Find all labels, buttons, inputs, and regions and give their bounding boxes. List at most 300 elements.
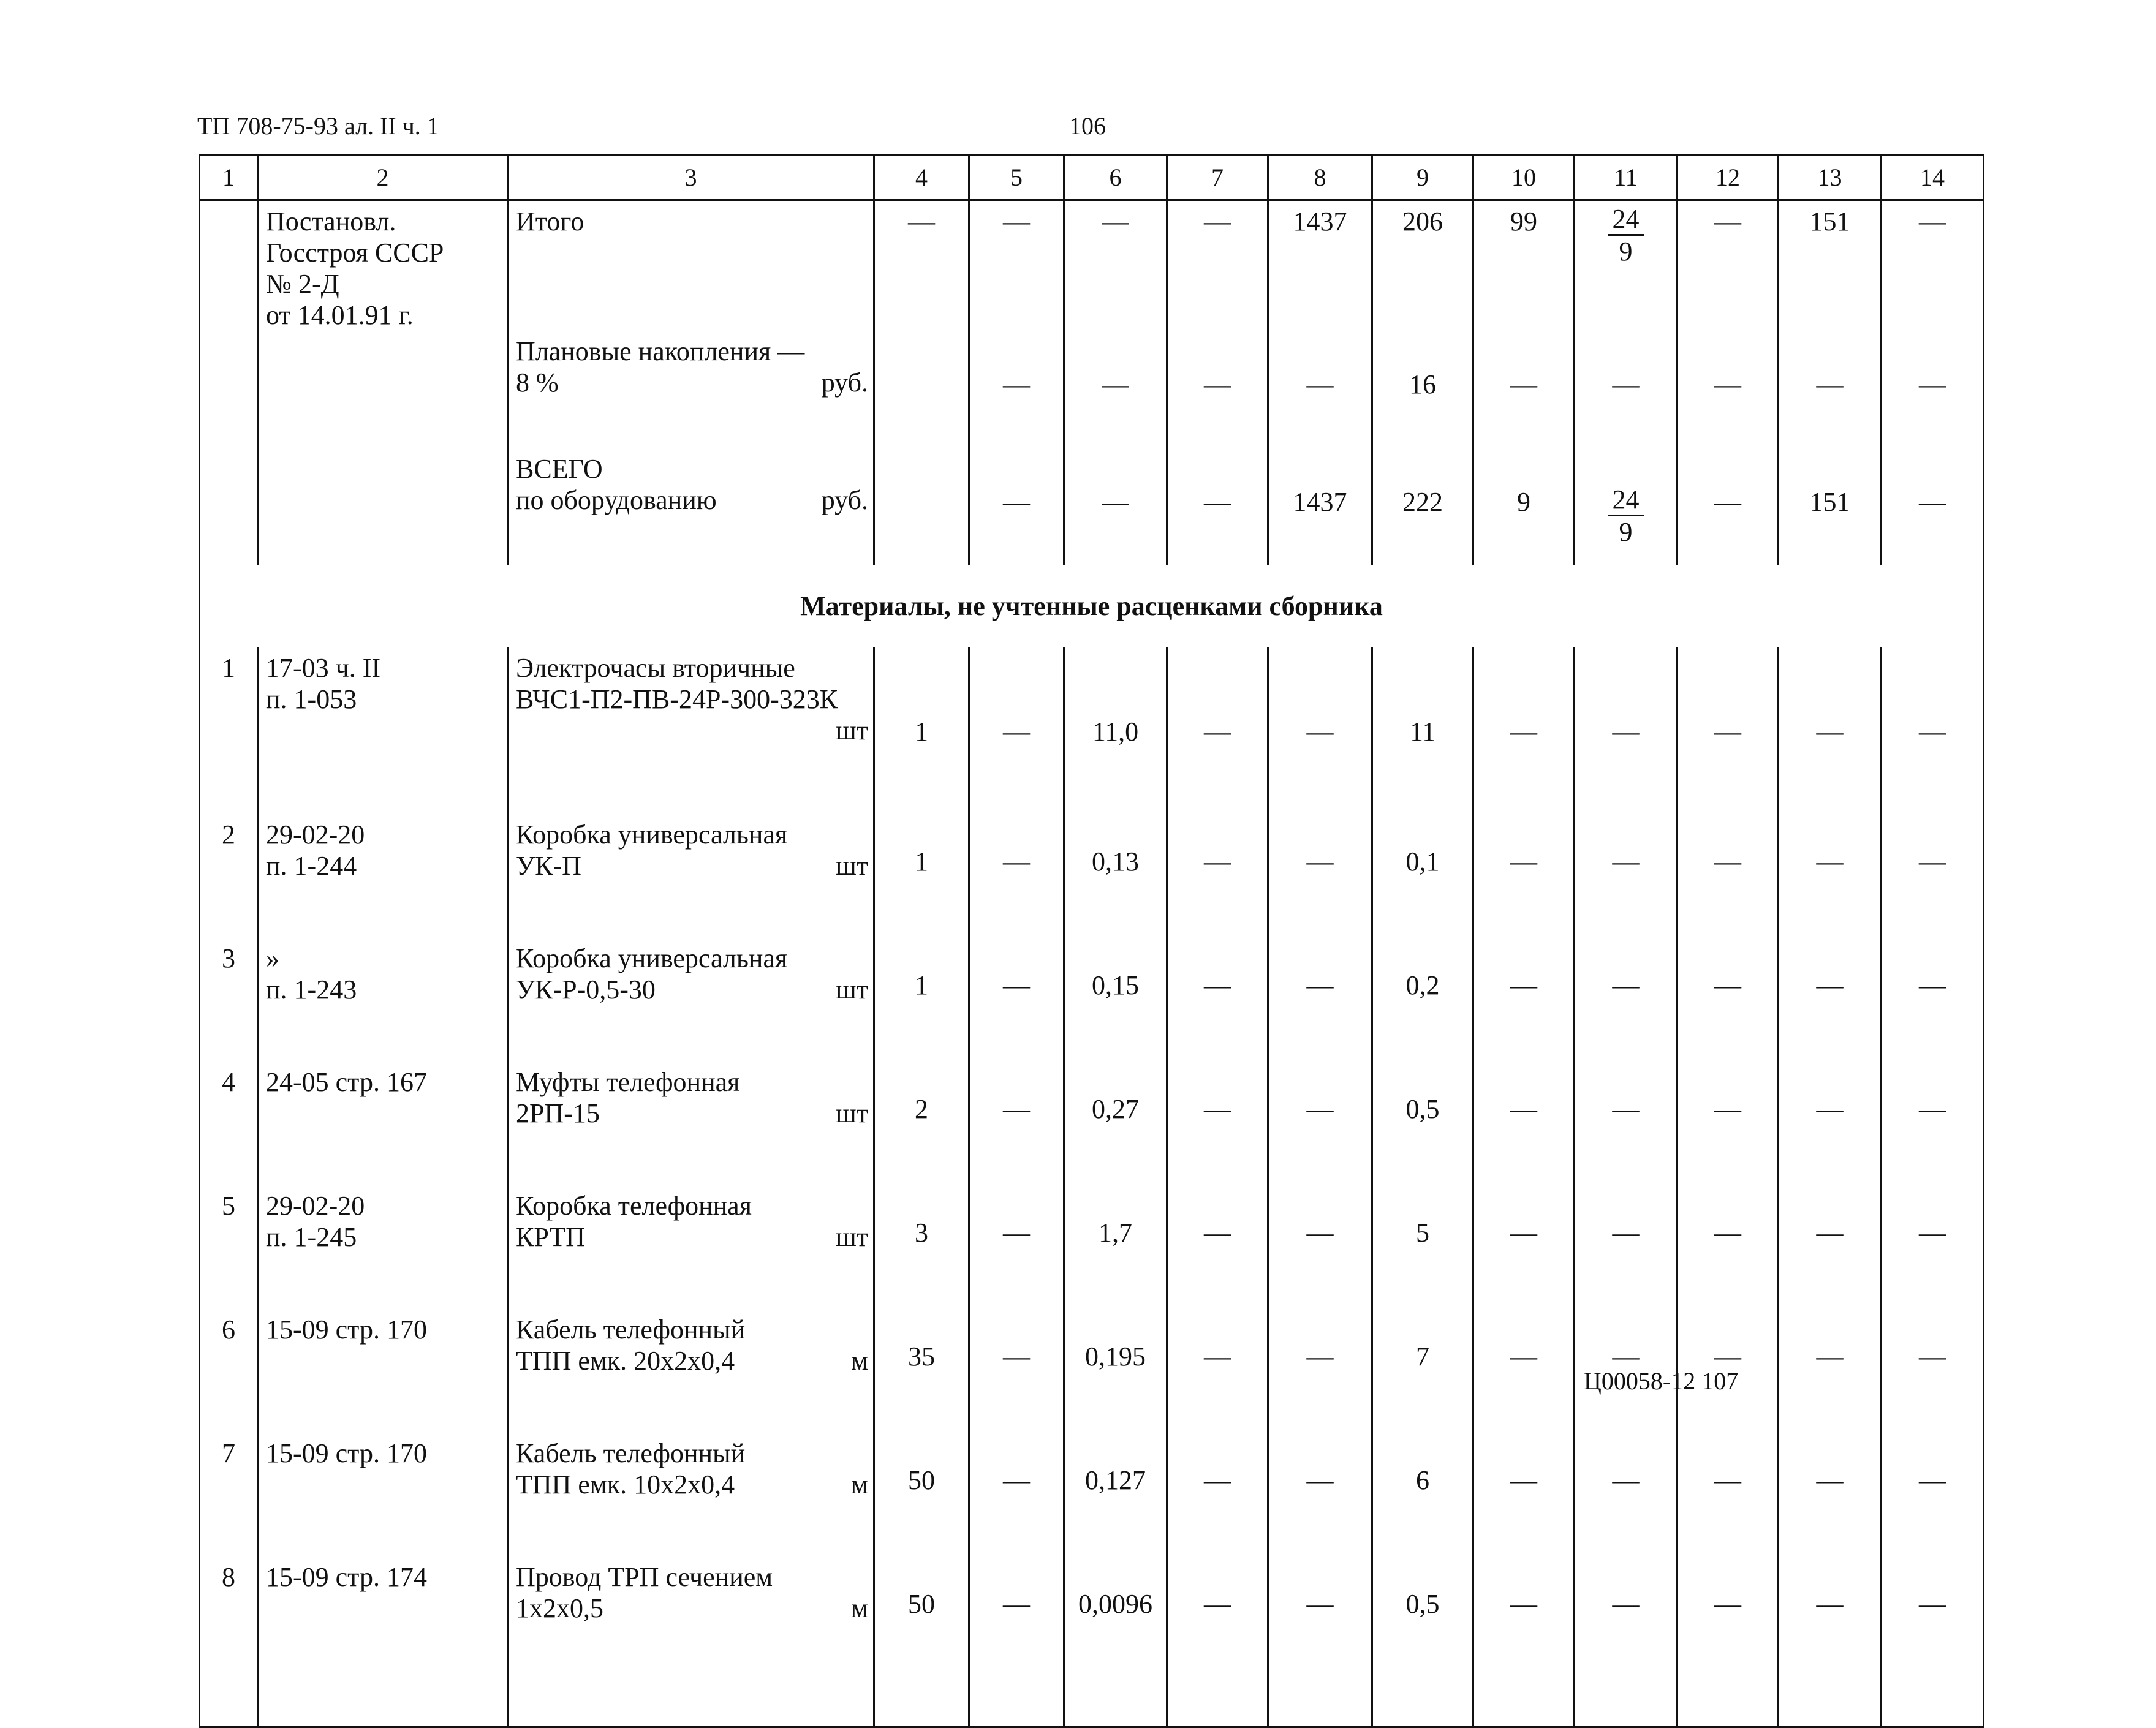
value-cell-c6 — [1064, 200, 1167, 331]
reference-line: п. 1-245 — [266, 1222, 357, 1253]
basis-line: от 14.01.91 г. — [266, 300, 414, 331]
value-cell-price — [1064, 1185, 1167, 1309]
value-cell-c13 — [1779, 1556, 1882, 1727]
unit-label: шт — [835, 1098, 868, 1129]
value-cell-c8 — [1268, 331, 1372, 448]
column-number: 13 — [1779, 156, 1882, 200]
value-cell-c5 — [969, 938, 1064, 1062]
value: — — [1612, 1341, 1640, 1372]
unit-label: м — [851, 1346, 868, 1376]
value-cell-c14 — [1882, 448, 1984, 565]
value-cell-price — [1064, 1062, 1167, 1185]
value-cell-c7 — [1167, 1309, 1268, 1433]
value-cell-c5 — [969, 448, 1064, 565]
row-number-cell — [200, 1556, 258, 1727]
value: — — [1102, 487, 1129, 518]
value-cell-c14 — [1882, 1185, 1984, 1309]
value-cell-c13 — [1779, 1309, 1882, 1433]
material-row — [200, 938, 1984, 1062]
value: — — [1816, 1465, 1844, 1496]
reference-cell — [258, 1433, 508, 1556]
value-cell-c7 — [1167, 814, 1268, 938]
item-name: Плановые накопления — — [516, 336, 805, 367]
fraction-numerator: 24 — [1608, 486, 1644, 516]
reference-line: 29-02-20 — [266, 1191, 365, 1221]
sheet-code: Ц00058-12 107 — [1584, 1367, 1739, 1395]
fraction-numerator: 24 — [1608, 206, 1644, 236]
value-cell-c14 — [1882, 1556, 1984, 1727]
value-cell-c14 — [1882, 647, 1984, 814]
value: 151 — [1809, 206, 1850, 236]
value-cell-c13 — [1779, 814, 1882, 938]
value: 0,1 — [1405, 847, 1440, 877]
material-model-line — [516, 1221, 873, 1253]
value-cell-c14 — [1882, 1433, 1984, 1556]
item-name-cell — [508, 200, 874, 331]
row-number: 3 — [222, 943, 235, 974]
material-row — [200, 1185, 1984, 1309]
material-model-line — [516, 850, 873, 881]
row-number-cell — [200, 1062, 258, 1185]
value: — — [1003, 717, 1030, 747]
material-row — [200, 1062, 1984, 1185]
value-cell-c14 — [1882, 938, 1984, 1062]
value-cell-c7 — [1167, 331, 1268, 448]
value-cell-c6 — [1064, 448, 1167, 565]
value-cell-c9 — [1372, 1062, 1473, 1185]
value-cell-c9 — [1372, 938, 1473, 1062]
value: — — [1612, 970, 1640, 1001]
value: — — [1510, 717, 1537, 747]
value: — — [1714, 970, 1741, 1001]
value-cell-c10 — [1473, 1433, 1575, 1556]
value: — — [1714, 1589, 1741, 1620]
material-name-cell — [508, 938, 874, 1062]
value: — — [1306, 1094, 1334, 1125]
value: — — [1816, 1589, 1844, 1620]
value-cell-c8 — [1268, 938, 1372, 1062]
fraction — [1608, 486, 1644, 546]
value: — — [1919, 1341, 1946, 1372]
value-cell-c12 — [1678, 331, 1779, 448]
value-cell-c7 — [1167, 1062, 1268, 1185]
value-cell-qty — [874, 1433, 969, 1556]
value: — — [1919, 970, 1946, 1001]
value: — — [1816, 1341, 1844, 1372]
reference-line: п. 1-053 — [266, 684, 357, 715]
material-name: Провод ТРП сечением — [516, 1562, 773, 1593]
value: — — [1003, 970, 1030, 1001]
value-cell-c13 — [1779, 331, 1882, 448]
value-cell-c13 — [1779, 1433, 1882, 1556]
item-name: Итого — [516, 206, 584, 236]
value: — — [1306, 970, 1334, 1001]
material-name-cell — [508, 1185, 874, 1309]
material-name-cell — [508, 1062, 874, 1185]
value: — — [1204, 1589, 1231, 1620]
value: — — [1612, 1589, 1640, 1620]
value: — — [1306, 717, 1334, 747]
value-cell-c13 — [1779, 200, 1882, 331]
value: — — [1306, 847, 1334, 877]
value-cell-c9 — [1372, 1433, 1473, 1556]
value-cell-price — [1064, 1433, 1167, 1556]
value: — — [908, 206, 935, 236]
material-model: ВЧС1-П2-ПВ-24Р-300-323К — [516, 684, 838, 715]
value-cell-c11 — [1575, 814, 1678, 938]
value-cell-c8 — [1268, 647, 1372, 814]
material-name: Коробка универсальная — [516, 943, 788, 974]
column-number: 14 — [1882, 156, 1984, 200]
value-cell-c10 — [1473, 200, 1575, 331]
value-cell-c11 — [1575, 331, 1678, 448]
value-cell-c4 — [874, 448, 969, 565]
value-cell-c5 — [969, 1185, 1064, 1309]
value: — — [1003, 369, 1030, 400]
value-cell-c7 — [1167, 448, 1268, 565]
value-cell-c9 — [1372, 647, 1473, 814]
material-row — [200, 814, 1984, 938]
value-cell-c13 — [1779, 938, 1882, 1062]
fraction — [1608, 206, 1644, 265]
value-cell-price — [1064, 938, 1167, 1062]
value: — — [1510, 1589, 1537, 1620]
material-name-cell — [508, 1433, 874, 1556]
value: — — [1003, 1218, 1030, 1248]
value: — — [1816, 1094, 1844, 1125]
row-number-cell — [200, 647, 258, 814]
quantity: 50 — [908, 1465, 935, 1496]
material-name: Коробка телефонная — [516, 1191, 752, 1221]
row-number: 4 — [222, 1067, 235, 1098]
value: — — [1714, 369, 1741, 400]
value-cell-qty — [874, 1062, 969, 1185]
value: — — [1714, 847, 1741, 877]
estimate-table — [199, 154, 1984, 1728]
value-cell-c11 — [1575, 1185, 1678, 1309]
material-name-cell — [508, 1309, 874, 1433]
value-cell-c4 — [874, 200, 969, 331]
unit-label: руб. — [821, 485, 868, 516]
value-cell-c5 — [969, 814, 1064, 938]
value: — — [1204, 1094, 1231, 1125]
value: — — [1204, 206, 1231, 236]
value: 99 — [1510, 206, 1537, 236]
summary-row — [200, 331, 1984, 448]
value-cell-c10 — [1473, 448, 1575, 565]
value: — — [1919, 369, 1946, 400]
basis-line: Госстроя СССР — [266, 238, 444, 268]
reference-line: п. 1-244 — [266, 851, 357, 881]
quantity: 3 — [915, 1218, 928, 1248]
quantity: 35 — [908, 1341, 935, 1372]
row-number-cell — [200, 1433, 258, 1556]
cell-blank — [200, 448, 258, 565]
value-cell-c11 — [1575, 200, 1678, 331]
value: — — [1003, 847, 1030, 877]
material-model-line — [516, 1593, 873, 1624]
value: — — [1919, 1465, 1946, 1496]
value: — — [1003, 1094, 1030, 1125]
value: — — [1816, 1218, 1844, 1248]
value: — — [1612, 1094, 1640, 1125]
unit-price: 0,0096 — [1078, 1589, 1152, 1620]
value-cell-qty — [874, 938, 969, 1062]
unit-price: 11,0 — [1092, 717, 1139, 747]
reference-line: 15-09 стр. 170 — [266, 1315, 427, 1345]
row-number-cell — [200, 1185, 258, 1309]
value-cell-c12 — [1678, 938, 1779, 1062]
cell-blank — [200, 200, 258, 331]
material-model-line — [516, 1098, 873, 1129]
column-number-row — [200, 156, 1984, 200]
value: — — [1204, 487, 1231, 518]
value: — — [1816, 369, 1844, 400]
value: — — [1510, 970, 1537, 1001]
row-number: 2 — [222, 820, 235, 850]
value: — — [1510, 1465, 1537, 1496]
unit-price: 0,127 — [1085, 1465, 1146, 1496]
reference-line: » — [266, 943, 279, 974]
document-code: ТП 708-75-93 ал. II ч. 1 — [197, 112, 439, 140]
value: 6 — [1416, 1465, 1429, 1496]
value: — — [1102, 369, 1129, 400]
unit-label: шт — [835, 715, 868, 746]
value: — — [1204, 717, 1231, 747]
value-cell-c10 — [1473, 1185, 1575, 1309]
value-cell-price — [1064, 814, 1167, 938]
row-number: 8 — [222, 1562, 235, 1593]
item-name: ВСЕГО — [516, 454, 603, 485]
quantity: 50 — [908, 1589, 935, 1620]
value: — — [1306, 1465, 1334, 1496]
value: 11 — [1409, 717, 1436, 747]
value: 9 — [1517, 487, 1530, 518]
value-cell-c10 — [1473, 1062, 1575, 1185]
value-cell-c9 — [1372, 1556, 1473, 1727]
material-name-cell — [508, 814, 874, 938]
item-name-cell — [508, 448, 874, 565]
value-cell-c12 — [1678, 1556, 1779, 1727]
value-cell-c5 — [969, 1556, 1064, 1727]
value-cell-c11 — [1575, 1062, 1678, 1185]
value-cell-c10 — [1473, 938, 1575, 1062]
value-cell-c7 — [1167, 938, 1268, 1062]
value: — — [1612, 369, 1640, 400]
value-cell-c7 — [1167, 647, 1268, 814]
material-name-cell — [508, 647, 874, 814]
material-name: Муфты телефонная — [516, 1067, 740, 1098]
material-row — [200, 647, 1984, 814]
column-number: 5 — [969, 156, 1064, 200]
value-cell-c8 — [1268, 200, 1372, 331]
material-row — [200, 1556, 1984, 1727]
value-cell-c9 — [1372, 1309, 1473, 1433]
value: 206 — [1402, 206, 1443, 236]
page-number: 106 — [1069, 112, 1106, 140]
column-number: 2 — [258, 156, 508, 200]
value-cell-c4 — [874, 331, 969, 448]
item-name-cont: 8 % — [516, 368, 559, 398]
column-number: 10 — [1473, 156, 1575, 200]
section-title: Материалы, не учтенные расценками сборника — [200, 565, 1984, 647]
unit-label: м — [851, 1470, 868, 1500]
value: — — [1714, 206, 1741, 236]
value: 16 — [1409, 369, 1436, 400]
row-number-cell — [200, 938, 258, 1062]
value-cell-c10 — [1473, 1556, 1575, 1727]
value-cell-c14 — [1882, 1062, 1984, 1185]
value: — — [1919, 847, 1946, 877]
value: — — [1306, 1589, 1334, 1620]
column-number: 11 — [1575, 156, 1678, 200]
value: — — [1204, 1218, 1231, 1248]
column-number: 8 — [1268, 156, 1372, 200]
value-cell-qty — [874, 647, 969, 814]
value: 7 — [1416, 1341, 1429, 1372]
material-name: Кабель телефонный — [516, 1315, 746, 1345]
value-cell-price — [1064, 1309, 1167, 1433]
value: 0,2 — [1405, 970, 1440, 1001]
column-number: 9 — [1372, 156, 1473, 200]
reference-cell — [258, 938, 508, 1062]
reference-cell — [258, 1309, 508, 1433]
unit-price: 1,7 — [1099, 1218, 1132, 1248]
value-cell-c14 — [1882, 200, 1984, 331]
value-cell-c8 — [1268, 1433, 1372, 1556]
value-cell-qty — [874, 1185, 969, 1309]
value: — — [1714, 487, 1741, 518]
value: — — [1306, 369, 1334, 400]
value: — — [1204, 1341, 1231, 1372]
item-name-cont: по оборудованию — [516, 485, 717, 516]
material-model: КРТП — [516, 1222, 586, 1253]
material-model: 2РП-15 — [516, 1098, 600, 1129]
value: — — [1816, 970, 1844, 1001]
basis-cell — [258, 448, 508, 565]
value-cell-c11 — [1575, 1556, 1678, 1727]
column-number: 3 — [508, 156, 874, 200]
material-model-line — [516, 1345, 873, 1376]
value-cell-qty — [874, 814, 969, 938]
material-name: Коробка универсальная — [516, 820, 788, 850]
reference-cell — [258, 1556, 508, 1727]
value: — — [1510, 1094, 1537, 1125]
value-cell-c5 — [969, 647, 1064, 814]
value-cell-c8 — [1268, 1556, 1372, 1727]
value: 1437 — [1293, 206, 1347, 236]
cell-blank — [200, 331, 258, 448]
item-name-line — [516, 485, 873, 516]
value-cell-c12 — [1678, 200, 1779, 331]
value: 1437 — [1293, 487, 1347, 518]
value: 0,5 — [1405, 1094, 1440, 1125]
value: — — [1612, 1465, 1640, 1496]
value: 222 — [1402, 487, 1443, 518]
unit-price: 0,13 — [1092, 847, 1139, 877]
value: — — [1612, 717, 1640, 747]
row-number: 6 — [222, 1315, 235, 1345]
unit-price: 0,27 — [1092, 1094, 1139, 1125]
column-number: 4 — [874, 156, 969, 200]
value-cell-c8 — [1268, 814, 1372, 938]
value: — — [1003, 487, 1030, 518]
value-cell-c5 — [969, 200, 1064, 331]
value-cell-c5 — [969, 1309, 1064, 1433]
value-cell-c7 — [1167, 200, 1268, 331]
value-cell-qty — [874, 1309, 969, 1433]
material-model-line — [516, 1469, 873, 1500]
column-number: 6 — [1064, 156, 1167, 200]
unit-label: шт — [835, 1222, 868, 1253]
reference-cell — [258, 1185, 508, 1309]
value: 151 — [1809, 487, 1850, 518]
value: — — [1510, 1218, 1537, 1248]
item-name-cell — [508, 331, 874, 448]
value-cell-c8 — [1268, 448, 1372, 565]
row-number-cell — [200, 814, 258, 938]
value-cell-c14 — [1882, 331, 1984, 448]
section-row — [200, 565, 1984, 647]
unit-label: шт — [835, 851, 868, 881]
unit-price: 0,15 — [1092, 970, 1139, 1001]
unit-label: м — [851, 1593, 868, 1624]
value: — — [1919, 1218, 1946, 1248]
reference-line: 15-09 стр. 170 — [266, 1438, 427, 1469]
reference-cell — [258, 814, 508, 938]
value-cell-c6 — [1064, 331, 1167, 448]
summary-row — [200, 200, 1984, 331]
material-name-cell — [508, 1556, 874, 1727]
value-cell-c12 — [1678, 1433, 1779, 1556]
value: — — [1816, 847, 1844, 877]
quantity: 1 — [915, 970, 928, 1001]
value-cell-c10 — [1473, 1309, 1575, 1433]
basis-cell — [258, 331, 508, 448]
value: — — [1204, 970, 1231, 1001]
material-model: ТПП емк. 10х2х0,4 — [516, 1470, 735, 1500]
value-cell-c11 — [1575, 448, 1678, 565]
reference-cell — [258, 1062, 508, 1185]
value-cell-c5 — [969, 1062, 1064, 1185]
value-cell-c12 — [1678, 448, 1779, 565]
material-model: УК-Р-0,5-30 — [516, 975, 656, 1005]
value-cell-c9 — [1372, 1185, 1473, 1309]
reference-line: п. 1-243 — [266, 975, 357, 1005]
value-cell-c8 — [1268, 1185, 1372, 1309]
value: — — [1003, 1589, 1030, 1620]
material-model: 1х2х0,5 — [516, 1593, 603, 1624]
value-cell-price — [1064, 647, 1167, 814]
value-cell-c14 — [1882, 814, 1984, 938]
value: — — [1510, 1341, 1537, 1372]
reference-line: 17-03 ч. II — [266, 653, 381, 684]
row-number: 5 — [222, 1191, 235, 1221]
value: — — [1003, 206, 1030, 236]
row-number-cell — [200, 1309, 258, 1433]
value: — — [1612, 847, 1640, 877]
value-cell-c11 — [1575, 647, 1678, 814]
value-cell-c10 — [1473, 331, 1575, 448]
value-cell-c9 — [1372, 331, 1473, 448]
value-cell-c13 — [1779, 1062, 1882, 1185]
value: — — [1714, 717, 1741, 747]
quantity: 2 — [915, 1094, 928, 1125]
value-cell-c11 — [1575, 1433, 1678, 1556]
material-model: ТПП емк. 20х2х0,4 — [516, 1346, 735, 1376]
value-cell-c7 — [1167, 1556, 1268, 1727]
fraction-denominator: 9 — [1619, 517, 1633, 548]
